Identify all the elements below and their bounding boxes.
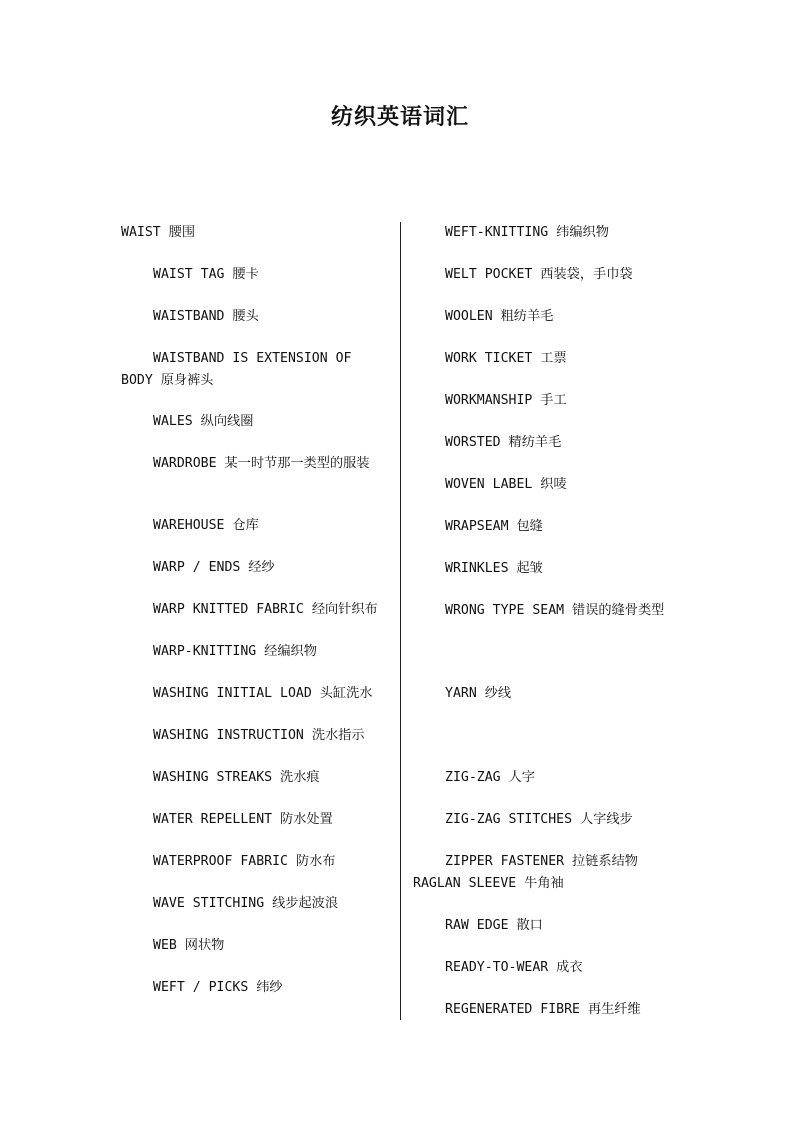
entry-term: WORKMANSHIP xyxy=(445,393,533,408)
glossary-entry xyxy=(121,264,389,286)
entry-definition: 腰卡 xyxy=(232,267,259,282)
glossary-entry xyxy=(121,977,389,999)
entry-definition: 纱线 xyxy=(484,686,512,701)
glossary-entry xyxy=(121,453,389,475)
entry-definition: 经纱 xyxy=(248,560,275,575)
glossary-entry xyxy=(413,999,703,1021)
entry-term: WAREHOUSE xyxy=(153,518,225,533)
glossary-entry xyxy=(413,957,703,979)
entry-term: WORK TICKET xyxy=(445,351,533,366)
glossary-entry xyxy=(413,432,703,454)
entry-term: WRAPSEAM xyxy=(445,519,509,534)
entry-definition: 错误的缝骨类型 xyxy=(572,603,665,618)
entry-definition: 经向针织布 xyxy=(311,602,378,617)
glossary-entry xyxy=(121,599,389,621)
glossary-entry xyxy=(121,557,389,579)
glossary-entry xyxy=(121,222,389,244)
glossary-entry xyxy=(121,515,389,537)
entry-term: WARP KNITTED FABRIC xyxy=(153,602,304,617)
entry-term: WRINKLES xyxy=(445,561,509,576)
entry-definition: 腰头 xyxy=(232,309,259,324)
entry-term: WASHING INITIAL LOAD xyxy=(153,686,312,701)
entry-definition: 西装袋，手巾袋 xyxy=(540,267,633,282)
entry-definition: 粗纺羊毛 xyxy=(500,309,554,324)
glossary-entry xyxy=(121,809,389,831)
entry-definition: 牛角袖 xyxy=(524,876,564,891)
entry-term: WARDROBE xyxy=(153,456,217,471)
glossary-entry xyxy=(413,915,703,937)
glossary-entry xyxy=(413,809,703,831)
entry-term: ZIPPER FASTENER xyxy=(445,854,565,869)
glossary-entry xyxy=(413,390,703,412)
page-title: 纺织英语词汇 xyxy=(330,104,469,130)
entry-term: REGENERATED FIBRE xyxy=(445,1002,580,1017)
glossary-entry xyxy=(121,893,389,915)
entry-term: WASHING STREAKS xyxy=(153,770,273,785)
entry-definition: 原身裤头 xyxy=(160,373,214,388)
glossary-entry xyxy=(413,683,703,705)
glossary-entry xyxy=(121,306,389,328)
entry-term: WAIST TAG xyxy=(153,267,225,282)
glossary-entry xyxy=(121,641,389,663)
entry-definition: 工票 xyxy=(540,351,567,366)
entry-term: WOOLEN xyxy=(445,309,493,324)
glossary-entry xyxy=(413,851,703,873)
glossary-entry xyxy=(121,411,389,433)
entry-term: WOVEN LABEL xyxy=(445,477,533,492)
entry-term: WAISTBAND IS EXTENSION OF BODY xyxy=(121,351,352,388)
glossary-entry xyxy=(413,264,703,286)
glossary-entry xyxy=(413,222,703,244)
entry-term: RAW EDGE xyxy=(445,918,509,933)
glossary-entry xyxy=(121,767,389,789)
entry-term: WRONG TYPE SEAM xyxy=(445,603,565,618)
entry-definition: 成衣 xyxy=(556,960,583,975)
entry-term: WORSTED xyxy=(445,435,501,450)
entry-term: WAISTBAND xyxy=(153,309,225,324)
column-divider xyxy=(400,222,401,1020)
entry-term: WASHING INSTRUCTION xyxy=(153,728,304,743)
entry-term: WEFT-KNITTING xyxy=(445,225,549,240)
entry-term: WEFT / PICKS xyxy=(153,980,249,995)
entry-term: RAGLAN SLEEVE xyxy=(413,876,517,891)
glossary-entry xyxy=(121,851,389,873)
entry-definition: 洗水痕 xyxy=(280,770,320,785)
entry-term: WATER REPELLENT xyxy=(153,812,273,827)
glossary-entry xyxy=(413,600,703,622)
glossary-entry xyxy=(413,348,703,370)
entry-definition: 腰围 xyxy=(168,225,196,240)
entry-definition: 头缸洗水 xyxy=(319,686,373,701)
entry-definition: 洗水指示 xyxy=(311,728,365,743)
entry-term: WEB xyxy=(153,938,177,953)
entry-definition: 经编织物 xyxy=(264,644,317,659)
entry-definition: 仓库 xyxy=(232,518,259,533)
entry-definition: 防水处置 xyxy=(280,812,333,827)
entry-term: WALES xyxy=(153,414,193,429)
entry-definition: 织唛 xyxy=(540,477,567,492)
entry-term: YARN xyxy=(445,686,477,701)
entry-definition: 手工 xyxy=(540,393,567,408)
entry-definition: 再生纤维 xyxy=(587,1002,641,1017)
entry-definition: 散口 xyxy=(516,918,543,933)
entry-definition: 网状物 xyxy=(184,938,225,953)
entry-term: WARP-KNITTING xyxy=(153,644,257,659)
entry-definition: 纵向线圈 xyxy=(200,414,254,429)
glossary-entry xyxy=(413,873,703,895)
glossary-entry xyxy=(121,348,389,392)
entry-term: READY-TO-WEAR xyxy=(445,960,549,975)
glossary-entry xyxy=(121,725,389,747)
entry-definition: 防水布 xyxy=(295,854,336,869)
glossary-entry xyxy=(121,683,389,705)
entry-definition: 起皱 xyxy=(516,561,543,576)
entry-definition: 纬编织物 xyxy=(556,225,609,240)
entry-term: ZIG-ZAG xyxy=(445,770,501,785)
glossary-entry xyxy=(413,474,703,496)
entry-term: WARP / ENDS xyxy=(153,560,241,575)
entry-definition: 包缝 xyxy=(516,519,543,534)
entry-term: WAIST xyxy=(121,225,161,240)
entry-term: WELT POCKET xyxy=(445,267,533,282)
entry-term: WAVE STITCHING xyxy=(153,896,265,911)
entry-term: WATERPROOF FABRIC xyxy=(153,854,288,869)
entry-definition: 某一时节那一类型的服装 xyxy=(224,456,370,471)
glossary-entry xyxy=(121,935,389,957)
glossary-entry xyxy=(413,306,703,328)
entry-definition: 精纺羊毛 xyxy=(508,435,562,450)
entry-definition: 人字 xyxy=(508,770,535,785)
glossary-entry xyxy=(413,558,703,580)
glossary-entry xyxy=(413,767,703,789)
entry-term: ZIG-ZAG STITCHES xyxy=(445,812,573,827)
glossary-entry xyxy=(413,516,703,538)
entry-definition: 人字线步 xyxy=(580,812,633,827)
entry-definition: 线步起波浪 xyxy=(272,896,339,911)
entry-definition: 纬纱 xyxy=(256,980,283,995)
entry-definition: 拉链系结物 xyxy=(572,854,638,869)
